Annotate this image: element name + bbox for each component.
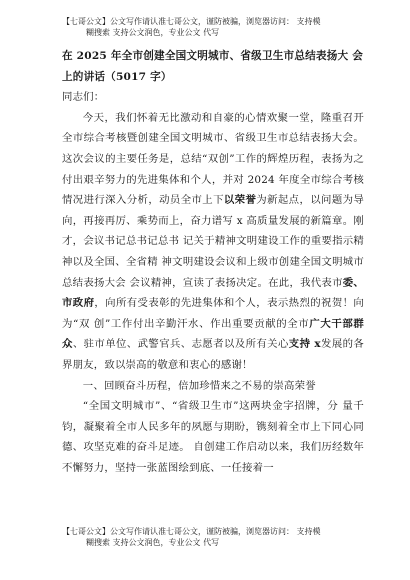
document-body: [62, 46, 364, 478]
greeting: 同志们：: [62, 91, 105, 104]
section-heading-1: 一、回顾奋斗历程，倍加珍惜来之不易的崇高荣誉: [82, 379, 316, 392]
header-line-1: 【七哥公文】公文写作请认准七哥公文，谨防被骗，浏览器访问： 支持模: [62, 17, 321, 26]
footer-line-1: 【七哥公文】公文写作请认准七哥公文，谨防被骗，浏览器访问： 支持模: [62, 527, 321, 536]
bold-phrase-party-committee: 委、市政府: [62, 276, 365, 310]
paragraph-1-part-e: ，向所有受表彰的先进集体和个人，表示热烈的祝贺！向为“双 创”工作付出辛勤汗水、作出重要贡献的全市: [62, 297, 365, 330]
bold-phrase-support: 支持 x: [288, 338, 321, 351]
paragraph-1-part-c: 为新起点，以问题为导向，再接再厉、乘势而上，奋力谱写 x 高质量发展的新篇章。刚才，会议书记总书记总书 记关于精神文明建设工作的重要指示精神以及全国、全省精 神文明建设会议和上级市创建全国文明城市总结表扬大会 会议精神，宣读了表扬决定。在此，我代表市: [62, 194, 365, 289]
document-title: 在 2025 年全市创建全国文明城市、省级卫生市总结表扬大 会上的讲话（5017 字）: [62, 50, 363, 83]
paragraph-1-part-g: 、驻市单位、武警官兵、志愿者以及所有关心: [72, 338, 289, 351]
footer-line-2: 糊搜索 支持公文润色，专业公文 代写: [86, 538, 220, 547]
paragraph-1-part-i: 发展的各 界朋友，致以崇高的敬意和衷心的感谢！: [62, 338, 365, 371]
bold-phrase-honor: 以荣誉: [223, 194, 257, 207]
bold-phrase-cadres: 广大干部群众: [62, 317, 364, 351]
paragraph-1: [62, 108, 364, 376]
page-header: [62, 16, 362, 38]
page-footer: [62, 526, 362, 548]
paragraph-1-part-a: 今天，我们怀着无比激动和自豪的心情欢聚一堂，隆重召开全市综合考核暨创建全国文明城市、省级卫生市总结表扬大会。这次会议的主要任务是，总结“双创”工作的辉煌历程，表扬为之付出艰辛努力的先进集体和个人，并对 2024 年度全市综合考核情况进行深入分析，动员全市上下: [62, 111, 364, 207]
header-line-2: 糊搜索 支持公文润色，专业公文 代写: [86, 28, 220, 37]
paragraph-3: “全国文明城市”、“省级卫生市”这两块金字招牌，分 量千钧，凝聚着全市人民多年的夙愿与期盼，镌刻着全市上下同心同德、攻坚克难的奋斗足迹。 自创建工作启动以来，我们历经数年不懈努力，坚持一张蓝图绘到底、一任接着一: [62, 400, 364, 474]
